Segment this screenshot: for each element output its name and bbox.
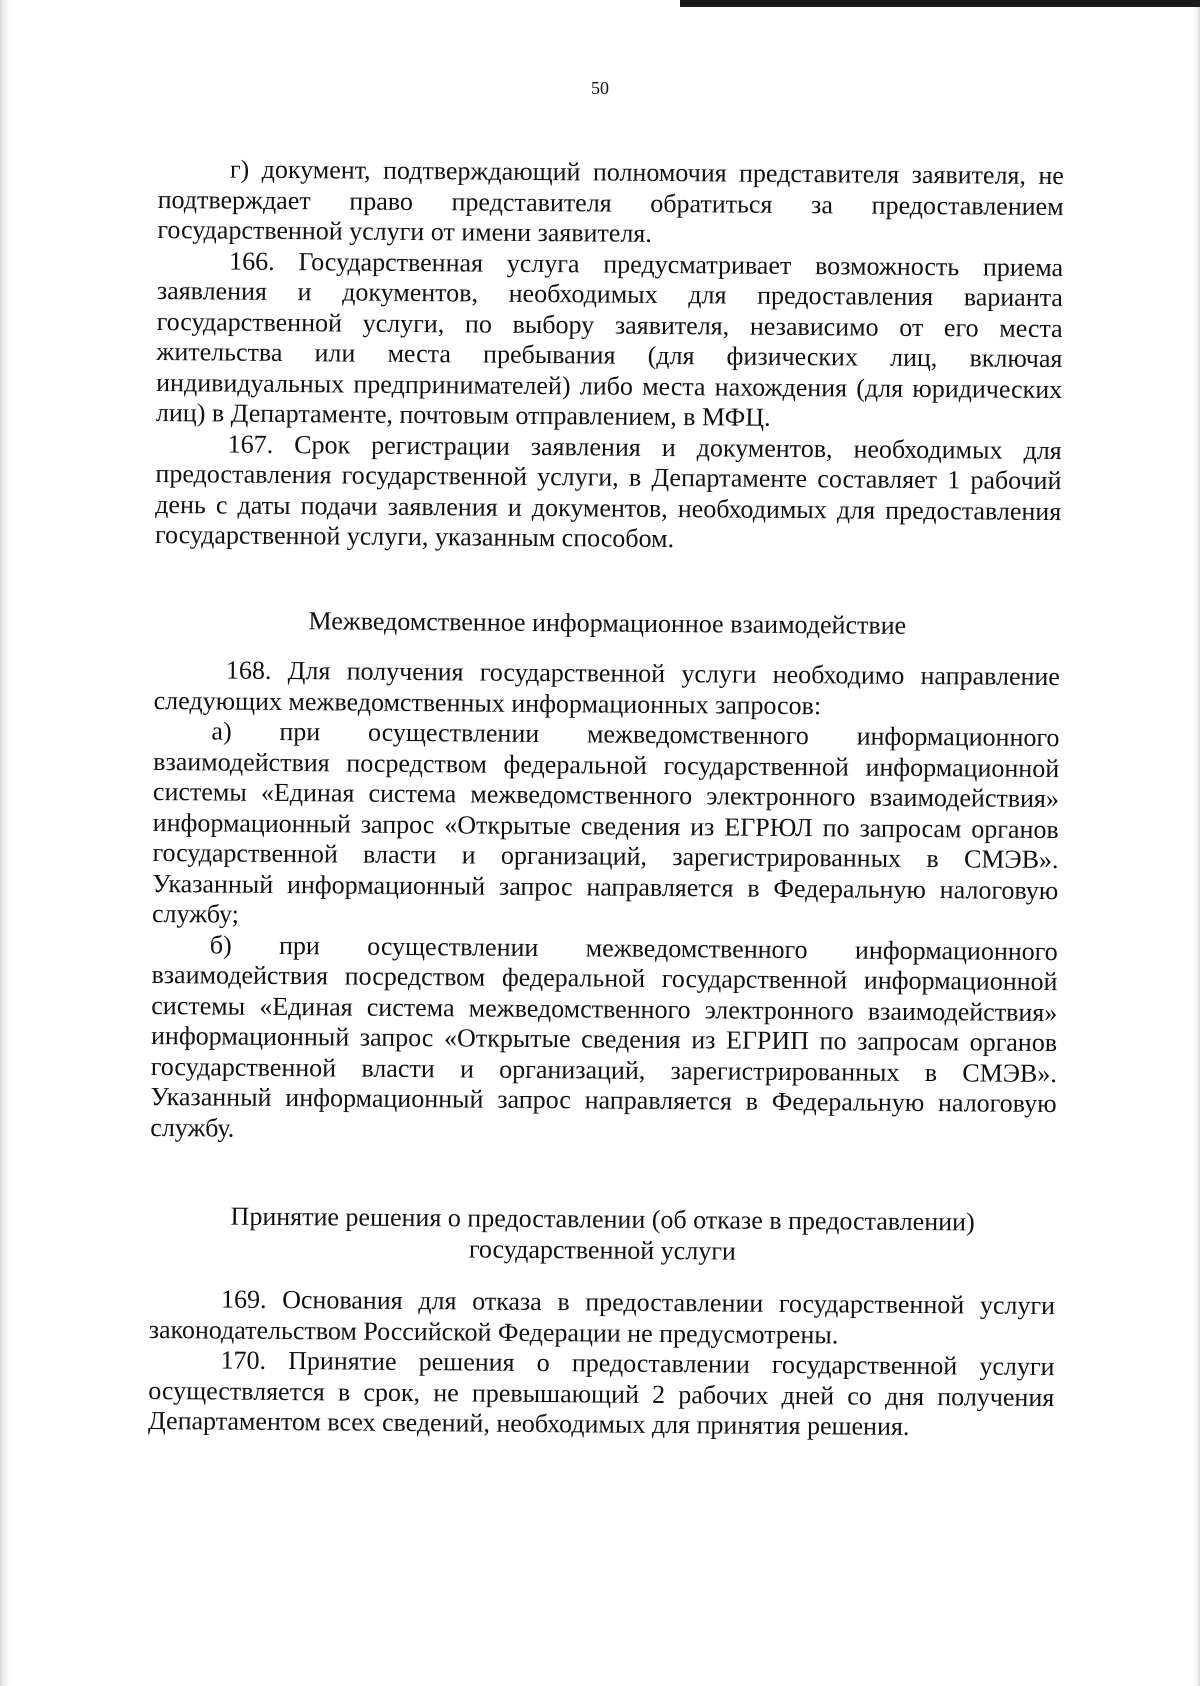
paragraph-168-a: а) при осуществлении межведомственного информационного взаимодействия посредством федеральной государственной информационной системы «Единая система межведомственного электронного взаимодействия» информационный запрос «Открытые сведения из ЕГРЮЛ по запросам органов государственной власти и организаций, зарегистрированных в СМЭВ». Указанный информационный запрос направляется в Федеральную налоговую службу; (151, 716, 1060, 929)
section-heading-interagency (154, 604, 1060, 642)
scan-right-edge (1192, 0, 1200, 1686)
paragraph-169: 169. Основания для отказа в предоставлении государственной услуги законодательством Российской Федерации не предусмотрены. (148, 1284, 1056, 1349)
paragraph-166: 166. Государственная услуга предусматривает возможность приема заявления и документов, необходимых для предоставления варианта государственной услуги, по выбору заявителя, независимо от его места жительства или места пребывания (для физических лиц, включая индивидуальных предпринимателей) либо места нахождения (для юридических лиц) в Департаменте, почтовым отправлением, в МФЦ. (155, 246, 1064, 432)
paragraph-g: г) документ, подтверждающий полномочия представителя заявителя, не подтверждает право представителя обратиться за предоставлением государственной услуги от имени заявителя. (157, 154, 1064, 248)
section-heading-decision-line1: Принятие решения о предоставлении (об отказе в предоставлении) (230, 1201, 975, 1237)
scan-left-edge (0, 0, 10, 1686)
document-body (148, 154, 1064, 1444)
scan-top-shadow (680, 0, 1200, 7)
section-heading-interagency-text: Межведомственное информационное взаимодействие (308, 605, 907, 640)
section-heading-decision (149, 1201, 1055, 1269)
section-heading-decision-line2: государственной услуги (468, 1233, 736, 1266)
paragraph-168: 168. Для получения государственной услуги необходимо направление следующих межведомственных информационных запросов: (153, 655, 1061, 720)
page-number: 50 (591, 78, 609, 98)
paragraph-168-b: б) при осуществлении межведомственного информационного взаимодействия посредством федеральной государственной информационной системы «Единая система межведомственного электронного взаимодействия» информационный запрос «Открытые сведения из ЕГРИП по запросам органов государственной власти и организаций, зарегистрированных в СМЭВ». Указанный информационный запрос направляется в Федеральную налоговую службу. (150, 929, 1058, 1143)
paragraph-167: 167. Срок регистрации заявления и документов, необходимых для предоставления государственной услуги, в Департаменте составляет 1 рабочий день с даты подачи заявления и документов, необходимых для предоставления государственной услуги, указанным способом. (154, 429, 1062, 554)
paragraph-170: 170. Принятие решения о предоставлении государственной услуги осуществляется в срок, не превышающий 2 рабочих дней со дня получения Департаментом всех сведений, необходимых для принятия решения. (147, 1345, 1055, 1441)
